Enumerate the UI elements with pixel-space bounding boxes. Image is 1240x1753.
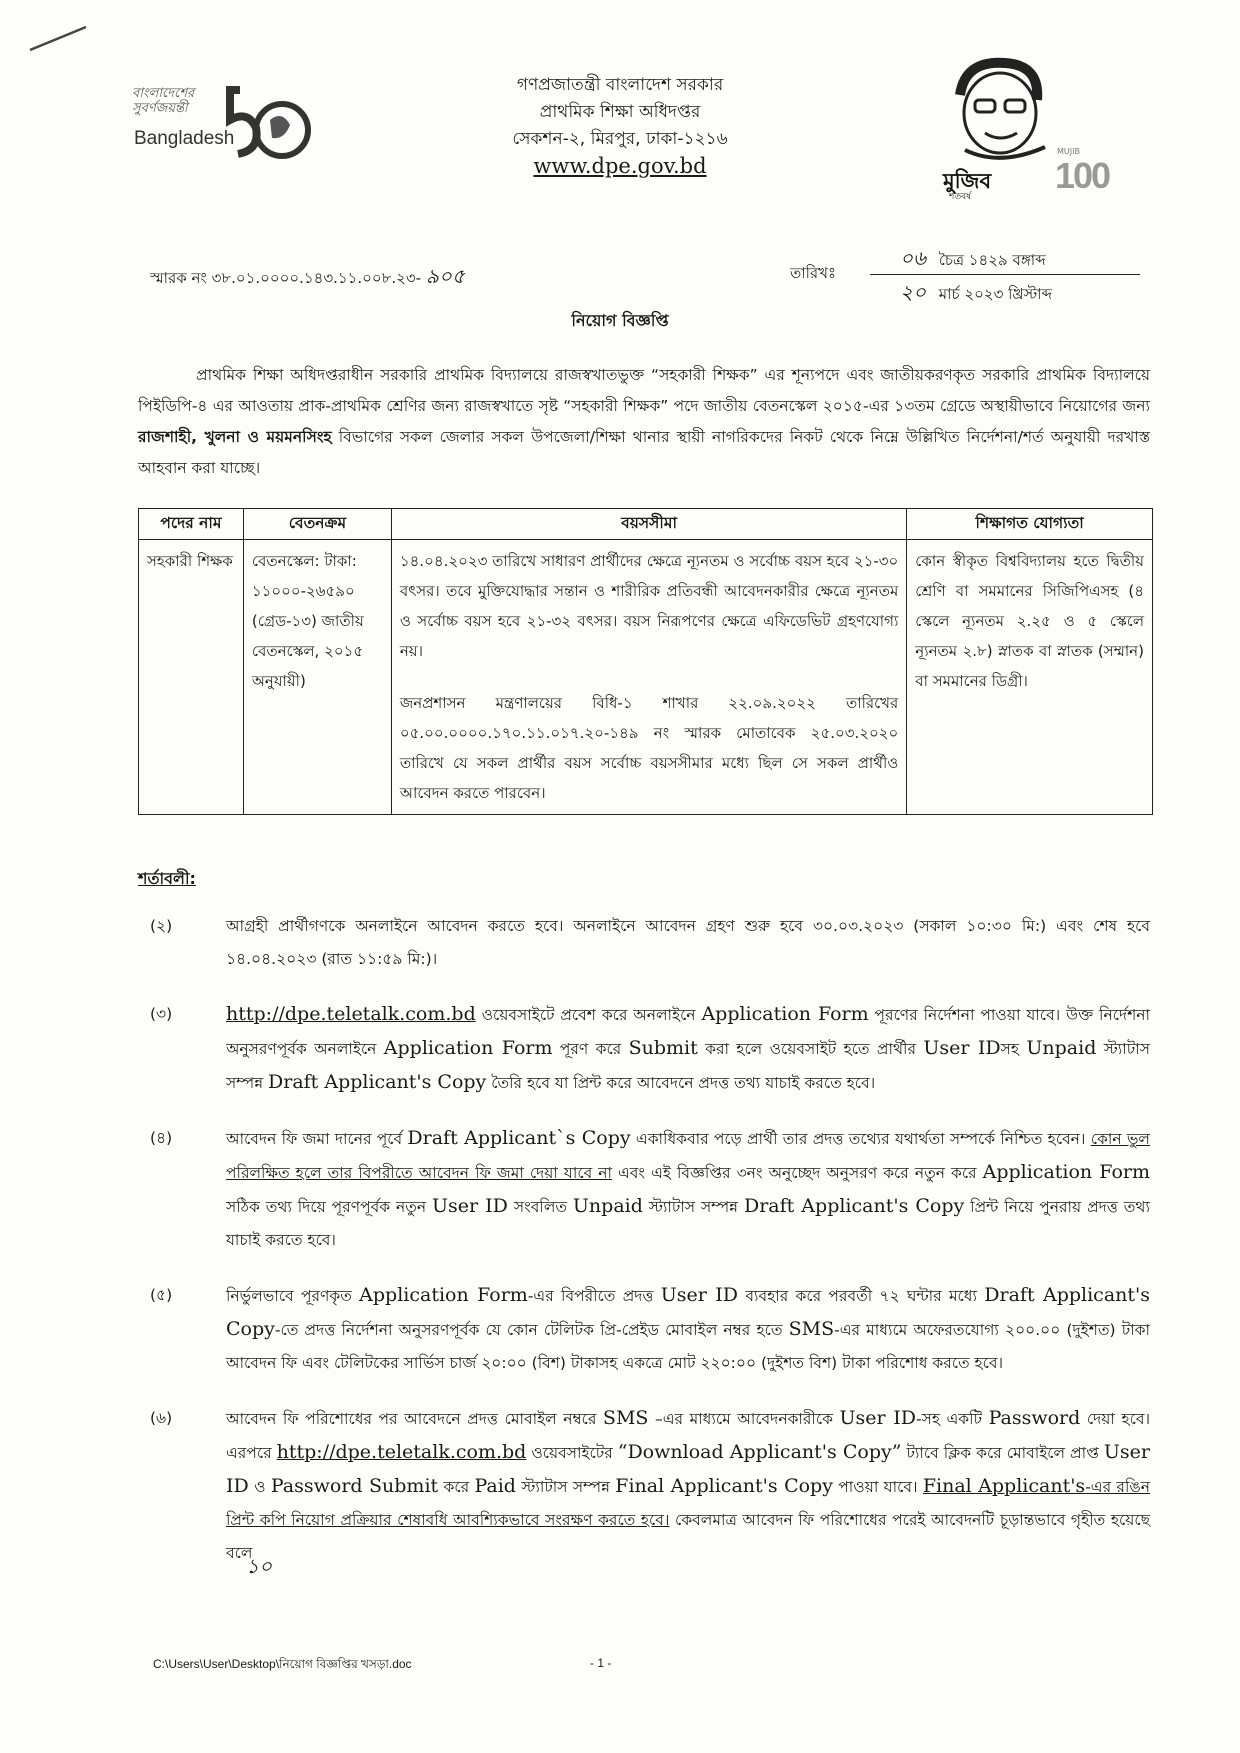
condition-term: SMS	[788, 1318, 835, 1340]
condition-term: Draft Applicant's Copy	[268, 1071, 487, 1093]
condition-text: এবং এই বিজ্ঞপ্তির ৩নং অনুচ্ছেদ অনুসরণ করে নতুন করে	[618, 1164, 977, 1182]
condition-text: তৈরি হবে যা প্রিন্ট করে আবেদনে প্রদত্ত তথ্য যাচাই করতে হবে।	[491, 1074, 876, 1092]
cell-age-limit	[391, 540, 906, 815]
footer-page-number: - 1 -	[590, 1656, 612, 1670]
mujib-text: মুজিব	[943, 169, 992, 193]
condition-text: করে	[443, 1478, 470, 1496]
intro-part-1: প্রাথমিক শিক্ষা অধিদপ্তরাধীন সরকারি প্রাথমিক বিদ্যালয়ে রাজস্বখাতভুক্ত “সহকারী শিক্ষক” এর শূন্যপদে এবং জাতীয়করণকৃত সরকারি প্রাথমিক বিদ্যালয়ে পিইডিপি-৪ এর আওতায় প্রাক-প্রাথমিক শ্রেণির জন্য রাজস্বখাতে সৃষ্ট “সহকারী শিক্ষক” পদে জাতীয় বেতনস্কেল ২০১৫-এর ১৩তম গ্রেডে অস্থায়ীভাবে নিয়োগের জন্য	[138, 366, 1150, 415]
condition-term: User ID	[660, 1284, 739, 1306]
condition-text: স্ট্যাটাস সম্পন্ন	[648, 1198, 739, 1216]
handwritten-page-mark: ১০	[246, 1554, 272, 1578]
condition-text: পূরণ করে	[559, 1040, 622, 1058]
conditions-list	[138, 910, 1150, 1592]
condition-underlined-part: -এর রঙিন প্রিন্ট কপি নিয়োগ প্রক্রিয়ার শেষাবধি আবশ্যিকভাবে সংরক্ষণ করতে হবে।	[226, 1478, 1151, 1529]
hundred-text: 100	[1055, 155, 1110, 196]
teletalk-link[interactable]: http://dpe.teletalk.com.bd	[226, 1003, 476, 1025]
table-header-row	[139, 509, 1153, 540]
header-line-govt: গণপ্রজাতন্ত্রী বাংলাদেশ সরকার	[516, 75, 724, 95]
condition-text: -এর বিপরীতে প্রদত্ত	[527, 1287, 654, 1305]
header-pay-scale: বেতনক্রম	[243, 509, 391, 540]
condition-term: Final Applicant's	[922, 1475, 1086, 1497]
condition-term: User ID	[432, 1195, 508, 1217]
table-row	[139, 540, 1153, 815]
condition-text: পাওয়া যাবে।	[838, 1478, 918, 1496]
condition-text: আবেদন ফি পরিশোধের পর আবেদনে প্রদত্ত মোবাইল নম্বরে	[226, 1410, 597, 1428]
condition-text: -এর মাধ্যমে অফেরতযোগ্য ২০০.০০ (দুইশত) টাকা আবেদন ফি এবং টেলিটকের সার্ভিস চার্জ ২০:০০ (বিশ) টাকাসহ একত্রে মোট ২২০:০০ (দুইশত বিশ) টাকা পরিশোধ করতে হবে।	[226, 1321, 1150, 1372]
condition-number: (৫)	[150, 1286, 173, 1304]
condition-term: Paid	[474, 1475, 516, 1497]
date-english	[900, 278, 1052, 311]
condition-text: -তে প্রদত্ত নির্দেশনা অনুসরণপূর্বক যে কোন টেলিটক প্রি-প্রেইড মোবাইল নম্বর হতে	[274, 1321, 783, 1339]
condition-item-6	[138, 1402, 1150, 1570]
condition-text: সংবলিত	[513, 1198, 567, 1216]
condition-text: ওয়েবসাইটের	[531, 1444, 613, 1462]
condition-term: Password	[988, 1407, 1081, 1429]
date-english-day: ২০	[900, 280, 927, 304]
condition-text: প্রিন্ট নিয়ে পুনরায় প্রদত্ত তথ্য যাচাই করতে হবে।	[226, 1198, 1150, 1249]
condition-text: স্ট্যাটাস সম্পন্ন	[521, 1478, 610, 1496]
condition-term: “Download Applicant's Copy”	[617, 1441, 902, 1463]
condition-term: User ID	[839, 1407, 916, 1429]
condition-item-5	[138, 1279, 1150, 1380]
header-line-dept: প্রাথমিক শিক্ষা অধিদপ্তর	[539, 102, 701, 122]
condition-text: -সহ একটি	[915, 1410, 983, 1428]
condition-item-3	[138, 998, 1150, 1100]
age-limit-para-2: জনপ্রশাসন মন্ত্রণালয়ের বিধি-১ শাখার ২২.০৯.২০২২ তারিখের ০৫.০০.০০০০.১৭০.১১.০১৭.২০-১৪৯ নং স্মারক মোতাবেক ২৫.০৩.২০২০ তারিখে যে সকল প্রার্থীর বয়স সর্বোচ্চ বয়সসীমার মধ্যে ছিল সে সকল প্রার্থীও আবেদন করতে পারবেন।	[399, 694, 899, 802]
cell-post-name: সহকারী শিক্ষক	[139, 540, 244, 815]
condition-number: (৩)	[150, 1005, 173, 1023]
condition-term: User ID	[226, 1441, 1150, 1497]
condition-text: কেবলমাত্র আবেদন ফি পরিশোধের পরেই আবেদনটি চূড়ান্তভাবে গৃহীত হয়েছে বলে	[226, 1511, 1150, 1562]
condition-number: (৪)	[150, 1129, 173, 1147]
condition-underlined-text: কোন ভুল পরিলক্ষিত হলে তার বিপরীতে আবেদন ফি জমা দেয়া যাবে না	[226, 1130, 1150, 1182]
footer-file-path: C:\Users\User\Desktop\নিয়োগ বিজ্ঞপ্তির খসড়া.doc	[153, 1657, 412, 1671]
condition-term: Unpaid	[1026, 1037, 1097, 1059]
header-line-address: সেকশন-২, মিরপুর, ঢাকা-১২১৬	[512, 129, 728, 149]
condition-term: SMS	[602, 1407, 649, 1429]
condition-text: সঠিক তথ্য দিয়ে পূরণপূর্বক নতুন	[226, 1198, 427, 1216]
memo-number	[150, 262, 465, 295]
memo-handwritten-number: ৯০৫	[425, 264, 465, 288]
conditions-title: শর্তাবলী:	[138, 869, 196, 888]
condition-term: Final Applicant's Copy	[615, 1475, 833, 1497]
memo-label: স্মারক নং ৩৮.০১.০০০০.১৪৩.১১.০০৮.২৩-	[150, 269, 422, 287]
header-post-name: পদের নাম	[139, 509, 244, 540]
mujib-small-text: MUJIB	[1057, 147, 1080, 156]
condition-text: সহ	[1000, 1040, 1020, 1058]
date-english-month: মার্চ ২০২৩ খ্রিস্টাব্দ	[938, 285, 1053, 303]
organization-header	[0, 72, 1240, 180]
intro-paragraph	[138, 360, 1150, 484]
date-label: তারিখঃ	[790, 264, 836, 282]
condition-number: (৬)	[150, 1409, 173, 1427]
age-limit-para-1: ১৪.০৪.২০২৩ তারিখে সাধারণ প্রার্থীদের ক্ষেত্রে ন্যূনতম ও সর্বোচ্চ বয়স হবে ২১-৩০ বৎসর। তবে মুক্তিযোদ্ধার সন্তান ও শারীরিক প্রতিবন্ধী আবেদনকারীর ক্ষেত্রে ন্যূনতম ও সর্বোচ্চ বয়স হবে ২১-৩২ বৎসর। বয়স নিরূপণের ক্ষেত্রে এফিডেভিট গ্রহণযোগ্য নয়।	[399, 552, 899, 660]
intro-divisions: রাজশাহী, খুলনা ও ময়মনসিংহ	[138, 428, 332, 446]
condition-text: ও	[254, 1478, 266, 1496]
date-bangla	[900, 244, 1046, 277]
date-bangla-month: চৈত্র ১৪২৯ বঙ্গাব্দ	[938, 251, 1046, 269]
condition-text: –এর মাধ্যমে আবেদনকারীকে	[654, 1410, 833, 1428]
condition-term: Application Form	[383, 1037, 553, 1059]
date-bangla-day: ০৬	[900, 246, 927, 270]
teletalk-link[interactable]: http://dpe.teletalk.com.bd	[276, 1441, 527, 1463]
pen-stroke-mark	[28, 24, 88, 52]
condition-item-4	[138, 1122, 1150, 1257]
condition-term: Draft Applicant's Copy	[743, 1195, 965, 1217]
intro-part-2: বিভাগের সকল জেলার সকল উপজেলা/শিক্ষা থানার স্থায়ী নাগরিকদের নিকট থেকে নিম্নে উল্লিখিত নির্দেশনা/শর্ত অনুযায়ী দরখাস্ত আহবান করা যাচ্ছে।	[138, 428, 1150, 477]
shotoborsho-text: শতবর্ষ	[949, 192, 972, 202]
condition-term: Application Form	[701, 1003, 869, 1025]
condition-term: Submit	[628, 1037, 698, 1059]
condition-text: ট্যাবে ক্লিক করে মোবাইলে প্রাপ্ত	[906, 1444, 1099, 1462]
post-details-table	[138, 508, 1153, 815]
date-divider	[870, 274, 1140, 275]
condition-term: Draft Applicant's Copy	[226, 1284, 1150, 1340]
condition-term: Draft Applicant`s Copy	[407, 1127, 631, 1149]
condition-term: Password Submit	[270, 1475, 439, 1497]
condition-text: ওয়েবসাইটে প্রবেশ করে অনলাইনে	[481, 1006, 696, 1024]
condition-term: Application Form	[359, 1284, 528, 1306]
header-website-link[interactable]: www.dpe.gov.bd	[533, 154, 707, 178]
condition-text: আগ্রহী প্রার্থীগণকে অনলাইনে আবেদন করতে হবে। অনলাইনে আবেদন গ্রহণ শুরু হবে ৩০.০৩.২০২৩ (সকাল ১০:৩০ মি:) এবং শেষ হবে ১৪.০৪.২০২৩ (রাত ১১:৫৯ মি:)।	[226, 917, 1150, 968]
cell-qualification: কোন স্বীকৃত বিশ্ববিদ্যালয় হতে দ্বিতীয় শ্রেণি বা সমমানের সিজিপিএসহ (৪ স্কেলে ন্যূনতম ২.২৫ ও ৫ স্কেলে ন্যূনতম ২.৮) স্নাতক বা স্নাতক (সম্মান) বা সমমানের ডিগ্রী।	[907, 540, 1153, 815]
condition-text: দেয়া হবে। এরপরে	[226, 1410, 1150, 1462]
logo-left-country: Bangladesh	[134, 128, 235, 149]
logo-left-line-1: বাংলাদেশের	[132, 86, 195, 101]
condition-number: (২)	[150, 917, 173, 935]
condition-item-2	[138, 910, 1150, 976]
condition-text: নির্ভুলভাবে পূরণকৃত	[226, 1287, 352, 1305]
logo-left-line-2: সুবর্ণজয়ন্তী	[132, 101, 188, 116]
cell-pay-scale: বেতনস্কেল: টাকা: ১১০০০-২৬৫৯০ (গ্রেড-১৩) জাতীয় বেতনস্কেল, ২০১৫ অনুযায়ী)	[243, 540, 391, 815]
date-block	[790, 244, 1150, 304]
condition-term: Application Form	[982, 1161, 1150, 1183]
condition-text: পূরণের নির্দেশনা পাওয়া যাবে। উক্ত নির্দেশনা অনুসরণপূর্বক অনলাইনে	[226, 1006, 1150, 1058]
condition-text: আবেদন ফি জমা দানের পূর্বে	[226, 1130, 403, 1148]
condition-term: User ID	[923, 1037, 1001, 1059]
header-qualification: শিক্ষাগত যোগ্যতা	[907, 509, 1153, 540]
condition-text: করা হলে ওয়েবসাইট হতে প্রার্থীর	[705, 1040, 916, 1058]
condition-term: Unpaid	[572, 1195, 643, 1217]
notice-title: নিয়োগ বিজ্ঞপ্তি	[571, 311, 669, 330]
condition-text: ব্যবহার করে পরবর্তী ৭২ ঘন্টার মধ্যে	[745, 1287, 977, 1305]
condition-text: একাধিকবার পড়ে প্রার্থী তার প্রদত্ত তথ্যের যথার্থতা সম্পর্কে নিশ্চিত হবেন।	[635, 1130, 1086, 1148]
header-age-limit: বয়সসীমা	[391, 509, 906, 540]
condition-text: স্ট্যাটাস সম্পন্ন	[226, 1040, 1150, 1092]
